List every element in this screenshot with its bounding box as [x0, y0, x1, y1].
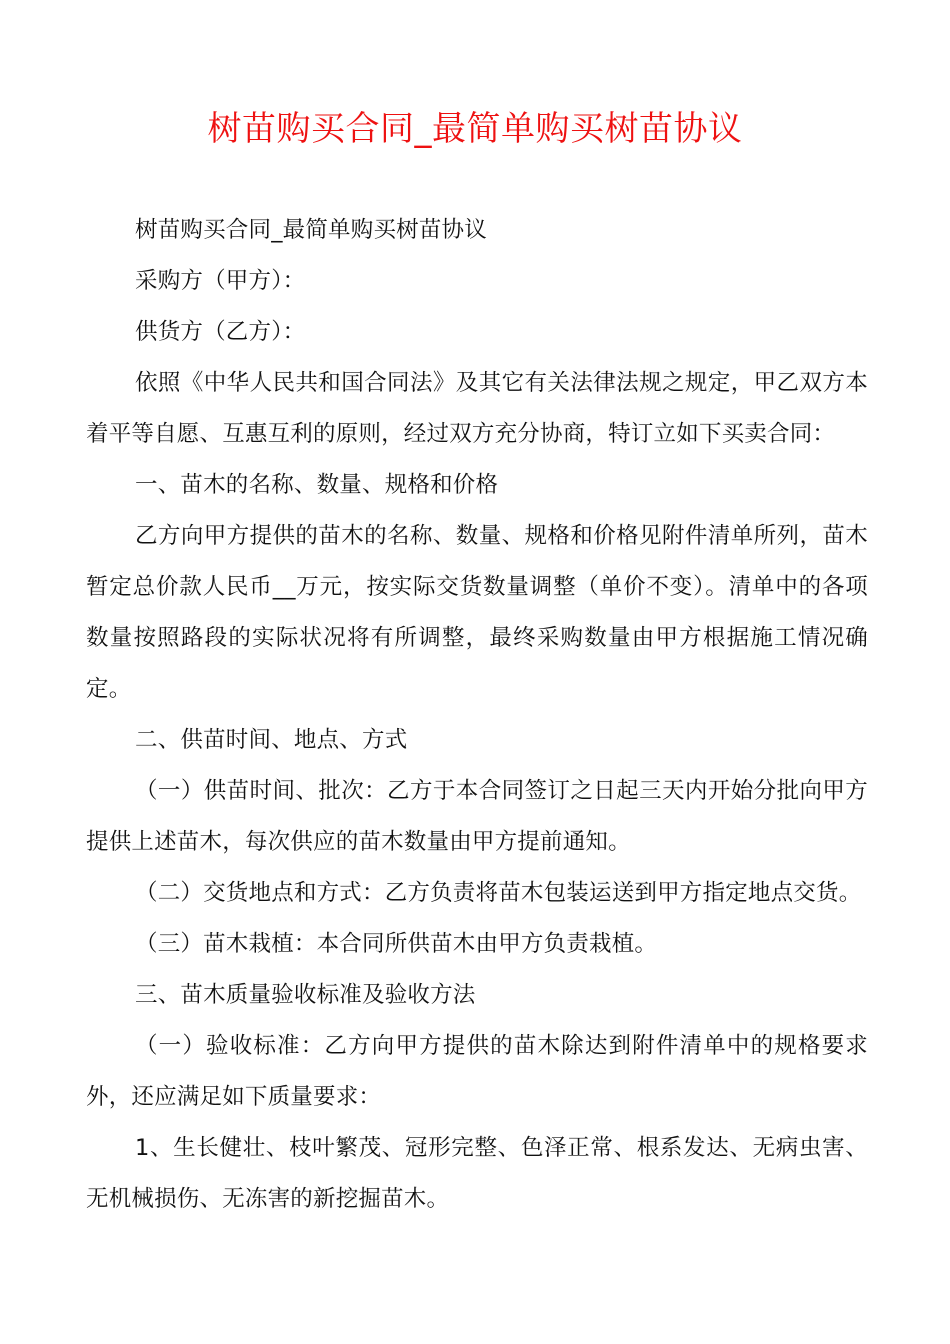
section-heading-3: 三、苗木质量验收标准及验收方法 [135, 982, 476, 1008]
paragraph-section-1: 乙方向甲方提供的苗木的名称、数量、规格和价格见附件清单所列，苗木暂定总价款人民币__万元，按实际交货数量调整（单价不变）。清单中的各项数量按照路段的实际状况将有所调整，最终采购数量由甲方根据施工情况确定。 [86, 523, 868, 702]
paragraph-2-2: （二）交货地点和方式：乙方负责将苗木包装运送到甲方指定地点交货。 [135, 880, 862, 906]
paragraph-preamble: 依照《中华人民共和国合同法》及其它有关法律法规之规定，甲乙双方本着平等自愿、互惠互利的原则，经过双方充分协商，特订立如下买卖合同： [86, 370, 868, 447]
section-heading-1: 一、苗木的名称、数量、规格和价格 [135, 472, 499, 498]
document-title: 树苗购买合同_最简单购买树苗协议 [207, 109, 743, 149]
paragraph-2-3: （三）苗木栽植：本合同所供苗木由甲方负责栽植。 [135, 931, 658, 957]
paragraph-supplier: 供货方（乙方）： [135, 319, 306, 345]
document-body [86, 205, 868, 1225]
paragraph-2-1: （一）供苗时间、批次：乙方于本合同签订之日起三天内开始分批向甲方提供上述苗木，每次供应的苗木数量由甲方提前通知。 [86, 778, 868, 855]
paragraph-3-1: （一）验收标准：乙方向甲方提供的苗木除达到附件清单中的规格要求外，还应满足如下质量要求： [86, 1033, 868, 1110]
paragraph-buyer: 采购方（甲方）： [135, 268, 306, 294]
paragraph-3-1-item-1: 1、生长健壮、枝叶繁茂、冠形完整、色泽正常、根系发达、无病虫害、无机械损伤、无冻害的新挖掘苗木。 [86, 1135, 868, 1212]
section-heading-2: 二、供苗时间、地点、方式 [135, 727, 408, 753]
paragraph-heading-repeat: 树苗购买合同_最简单购买树苗协议 [135, 217, 487, 243]
